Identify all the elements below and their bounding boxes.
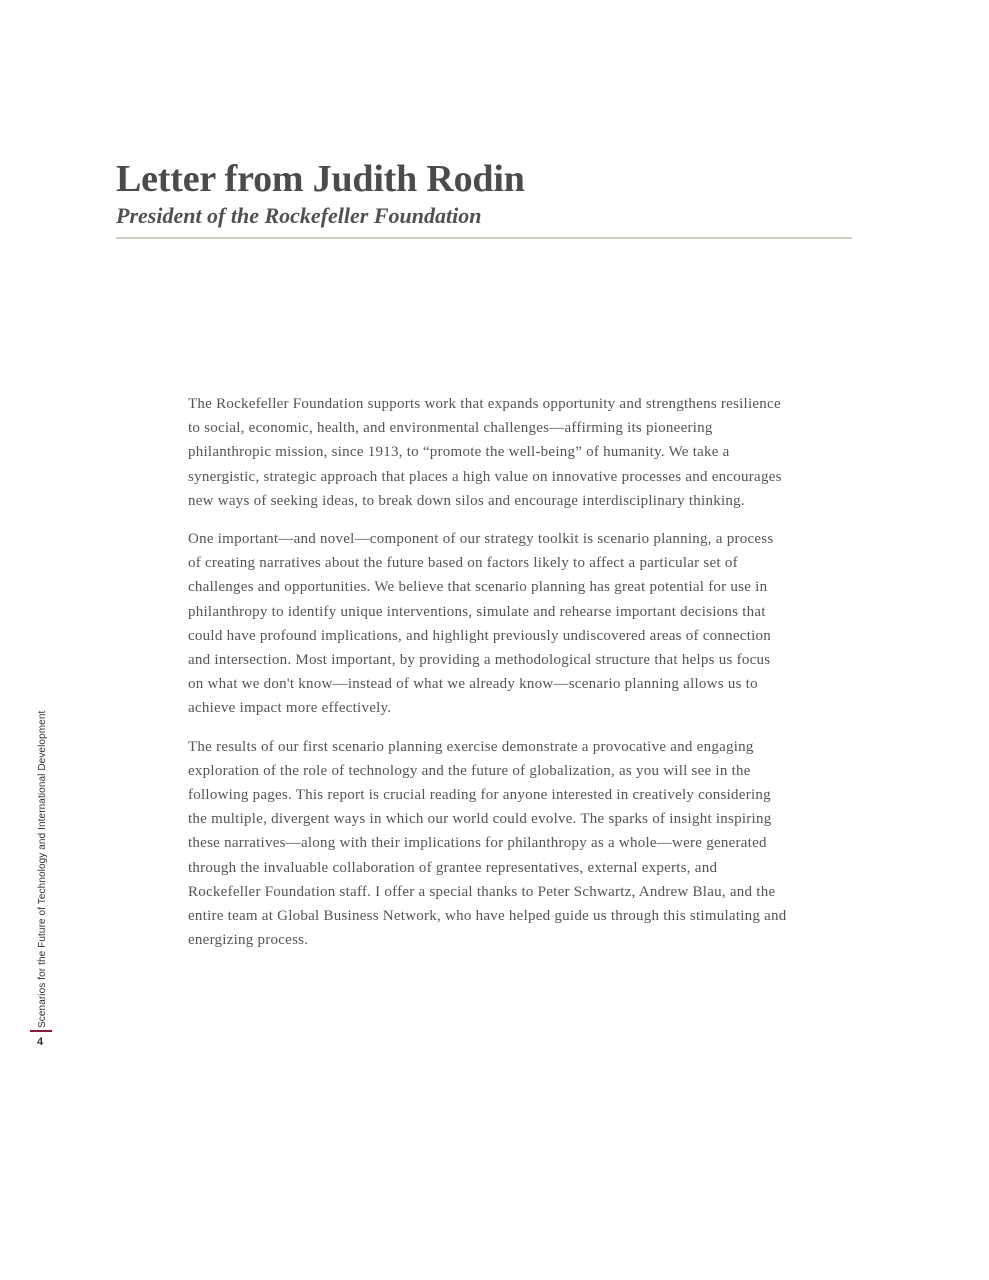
letter-header [116, 156, 852, 239]
body-paragraph-3: The results of our first scenario planning exercise demonstrate a provocative and engaging exploration of the role of technology and the future of globalization, as you will see in the following pages. This report is crucial reading for anyone interested in creatively considering the multiple, divergent ways in which our world could evolve. The sparks of insight inspiring these narratives—along with their implications for philanthropy as a whole—were generated through the invaluable collaboration of grantee representatives, external experts, and Rockefeller Foundation staff. I offer a special thanks to Peter Schwartz, Andrew Blau, and the entire team at Global Business Network, who have helped guide us through this stimulating and energizing process. [188, 738, 787, 949]
letter-body [188, 392, 788, 966]
page-title: Letter from Judith Rodin [116, 158, 525, 200]
page-number: 4 [37, 1036, 44, 1048]
header-divider [116, 237, 852, 239]
page-subtitle: President of the Rockefeller Foundation [116, 203, 482, 228]
page-sidebar [27, 710, 53, 1060]
body-paragraph-1: The Rockefeller Foundation supports work that expands opportunity and strengthens resilience to social, economic, health, and environmental challenges—affirming its pioneering philanthropic mission, since 1913, to “promote the well-being” of humanity. We take a synergistic, strategic approach that places a high value on innovative processes and encourages new ways of seeking ideas, to break down silos and encourage interdisciplinary thinking. [188, 396, 782, 509]
body-paragraph-2: One important—and novel—component of our strategy toolkit is scenario planning, a process of creating narratives about the future based on factors likely to affect a particular set of challenges and opportunities. We believe that scenario planning has great potential for use in philanthropy to identify unique interventions, simulate and rehearse important decisions that could have profound implications, and highlight previously undiscovered areas of connection and intersection. Most important, by providing a methodological structure that helps us focus on what we don't know—instead of what we already know—scenario planning allows us to achieve impact more effectively. [188, 531, 774, 717]
sidebar-accent-rule [30, 1030, 52, 1032]
publication-title: Scenarios for the Future of Technology and International Development [37, 710, 48, 1028]
